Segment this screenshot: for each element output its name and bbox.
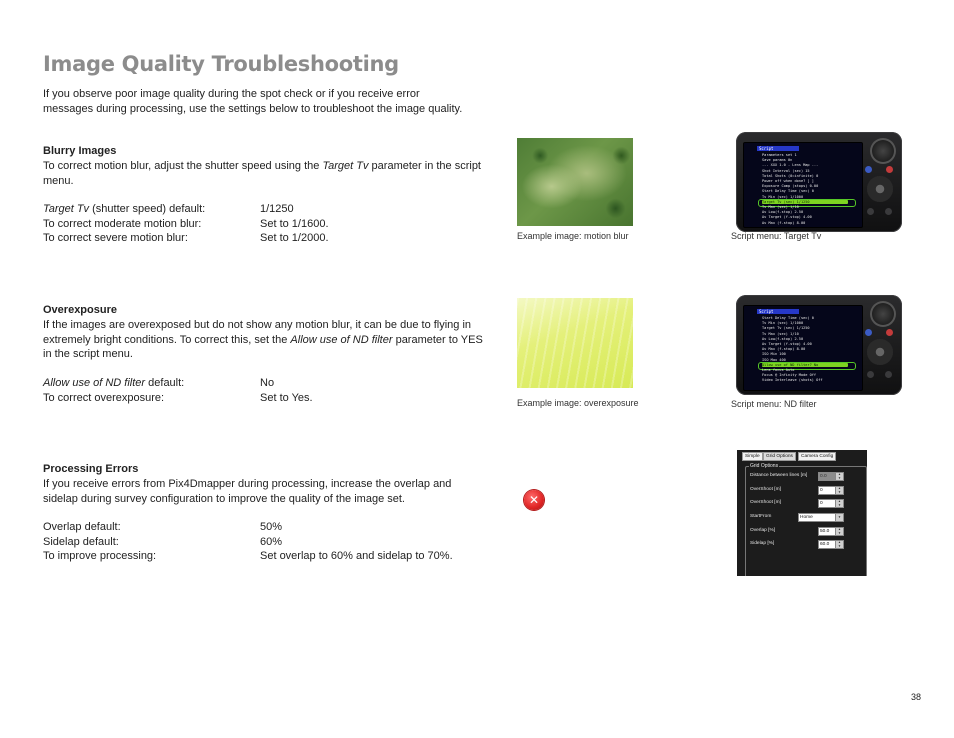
script-menu-line: Total Shots (0=infinite) 0 [762, 173, 819, 178]
script-menu-line: Tv Min (sec) 1/1000 [762, 321, 804, 326]
blurry-row-severe: To correct severe motion blur: Set to 1/2000. [43, 232, 329, 245]
distance-spinner-icon[interactable]: ▲ ▼ [835, 472, 844, 481]
overexposure-row-default: Allow use of ND filter default: No [43, 377, 275, 389]
overexposure-heading: Overexposure [43, 304, 117, 316]
overshoot-2-spinner-icon[interactable]: ▲ ▼ [835, 499, 844, 508]
script-menu-line: Av Target (f-stop) 4.00 [762, 342, 812, 346]
script-menu-line: Av Target (f-stop) 4.00 [762, 215, 812, 220]
blurry-row-default: Target Tv (shutter speed) default: 1/1250 [43, 203, 294, 215]
page-title: Image Quality Troubleshooting [43, 52, 399, 76]
camera-script-menu-target-tv [736, 132, 902, 232]
script-menu-line: Shot Interval (sec) 15 [762, 168, 810, 173]
start-from-select[interactable]: Home [798, 513, 836, 522]
param-target-tv: Target Tv [322, 160, 369, 172]
overlap-input[interactable]: 50.0 [818, 527, 836, 536]
mode-dial-icon [870, 138, 896, 164]
mode-dial-icon [870, 301, 896, 327]
field-label-overshoot-2: OverShoot [m] [750, 500, 781, 505]
tab-camera-config[interactable]: Camera Config [798, 452, 836, 461]
script-menu-line: Tv Max (sec) 1/10 [762, 331, 799, 336]
processing-row-improve: To improve processing: Set overlap to 60% and sidelap to 70%. [43, 550, 453, 563]
script-menu-line: Save params 0n [762, 158, 793, 163]
sidelap-spinner-icon[interactable]: ▲ ▼ [835, 540, 844, 549]
processing-paragraph: If you receive errors from Pix4Dmapper during processing, increase the overlap and sidelap during survey configuration to improve the quality of the image set. [43, 478, 452, 505]
menu-button-icon [885, 208, 892, 215]
overshoot-1-spinner-icon[interactable]: ▲ ▼ [835, 486, 844, 495]
control-pad-icon [867, 176, 893, 202]
overshoot-input-1[interactable]: 0 [818, 486, 836, 495]
processing-heading: Processing Errors [43, 463, 139, 475]
overexposure-paragraph: If the images are overexposed but do not show any motion blur, it can be due to flying in extremely bright conditions. To correct this, set the Allow use of ND filter parameter to YES in the script menu. [43, 319, 483, 361]
blurry-row-moderate: To correct moderate motion blur: Set to 1/1600. [43, 217, 329, 230]
script-menu-line: Av Low(f-stop) 2.50 [762, 210, 804, 215]
intro-paragraph: If you observe poor image quality during the spot check or if you receive error messages during processing, use the settings below to troubleshoot the image quality. [43, 88, 463, 115]
script-menu-line: Target Tv (sec) 1/1250 [762, 326, 810, 331]
camera-script-menu-nd-filter [736, 295, 902, 395]
overlap-spinner-icon[interactable]: ▲ ▼ [835, 527, 844, 536]
overexposure-row-correct: To correct overexposure: Set to Yes. [43, 391, 313, 404]
menu-button-icon [885, 371, 892, 378]
field-label-overlap: Overlap [%] [750, 528, 776, 533]
playback-button-icon [865, 166, 872, 173]
script-menu-line: Power off when done? [ ] [762, 179, 814, 183]
script-menu-line: Av Max (f-stop) 8.00 [762, 220, 806, 225]
record-button-icon [886, 166, 893, 173]
tab-simple[interactable]: Simple [742, 452, 763, 461]
script-menu-line: Target Tv (sec) 1/1250 [762, 200, 848, 204]
control-pad-icon [867, 339, 893, 365]
script-menu-line: Exposure Comp (stops) 0.00 [762, 184, 819, 189]
script-menu-line: Av Low(f-stop) 2.50 [762, 336, 804, 341]
overexposure-photo [517, 298, 633, 388]
motion-blur-photo [517, 138, 633, 226]
script-menu-line: Tv Min (sec) 1/1000 [762, 194, 804, 199]
script-menu-line: Allow use of ND filter? No [762, 363, 848, 367]
sidelap-input[interactable]: 60.0 [818, 540, 836, 549]
script-menu-line: Parameters set 1 [762, 153, 797, 157]
camera-screen [743, 142, 863, 228]
camera-screen [743, 305, 863, 391]
overexposure-caption: Example image: overexposure [517, 398, 639, 408]
script-menu-line: Lens focus Auto [762, 368, 795, 372]
processing-row-sidelap: Sidelap default: 60% [43, 535, 283, 548]
target-tv-menu-caption: Script menu: Target Tv [731, 231, 822, 241]
disp-button-icon [867, 371, 874, 378]
distance-between-lines-input[interactable]: 0.0 [818, 472, 836, 481]
record-button-icon [886, 329, 893, 336]
blurry-paragraph: To correct motion blur, adjust the shutter speed using the Target Tv parameter in the script menu. [43, 160, 481, 187]
field-label-distance: Distance between lines [m] [750, 473, 808, 478]
grid-options-group-title: Grid Options [750, 463, 779, 469]
script-menu-line: --- XXX 1.0 - Lens Map --- [762, 163, 819, 168]
nd-filter-menu-caption: Script menu: ND filter [731, 399, 817, 409]
script-header: Script [757, 146, 799, 151]
grid-options-panel [737, 450, 867, 576]
playback-button-icon [865, 329, 872, 336]
script-menu-line: Av Max (f-stop) 8.00 [762, 347, 806, 352]
start-from-chevron-down-icon[interactable]: ▼ [835, 513, 844, 522]
script-menu-line: ISO Min 100 [762, 352, 786, 357]
script-header: Script [757, 309, 799, 314]
script-menu-line: Focus @ Infinity Mode Off [762, 373, 817, 378]
processing-row-overlap: Overlap default: 50% [43, 521, 283, 533]
script-menu-line: Tv Max (sec) 1/10 [762, 205, 799, 209]
tab-grid-options[interactable]: Grid Options [763, 452, 796, 461]
field-label-sidelap: Sidelap [%] [750, 541, 775, 546]
param-nd-filter: Allow use of ND filter [290, 333, 393, 346]
field-label-start-from: StartFrom [750, 514, 772, 519]
script-menu-line: Start Delay Time (sec) 0 [762, 189, 814, 194]
field-label-overshoot-1: OverShoot [m] [750, 487, 781, 492]
motion-blur-caption: Example image: motion blur [517, 231, 629, 241]
script-menu-line: Video Interleave (shots) Off [762, 378, 823, 383]
overshoot-input-2[interactable]: 0 [818, 499, 836, 508]
disp-button-icon [867, 208, 874, 215]
page-number: 38 [911, 692, 922, 702]
blurry-heading: Blurry Images [43, 145, 117, 157]
script-menu-line: ISO Max 400 [762, 357, 786, 362]
error-x-icon: ✕ [524, 490, 544, 510]
script-menu-line: Start Delay Time (sec) 0 [762, 316, 814, 320]
